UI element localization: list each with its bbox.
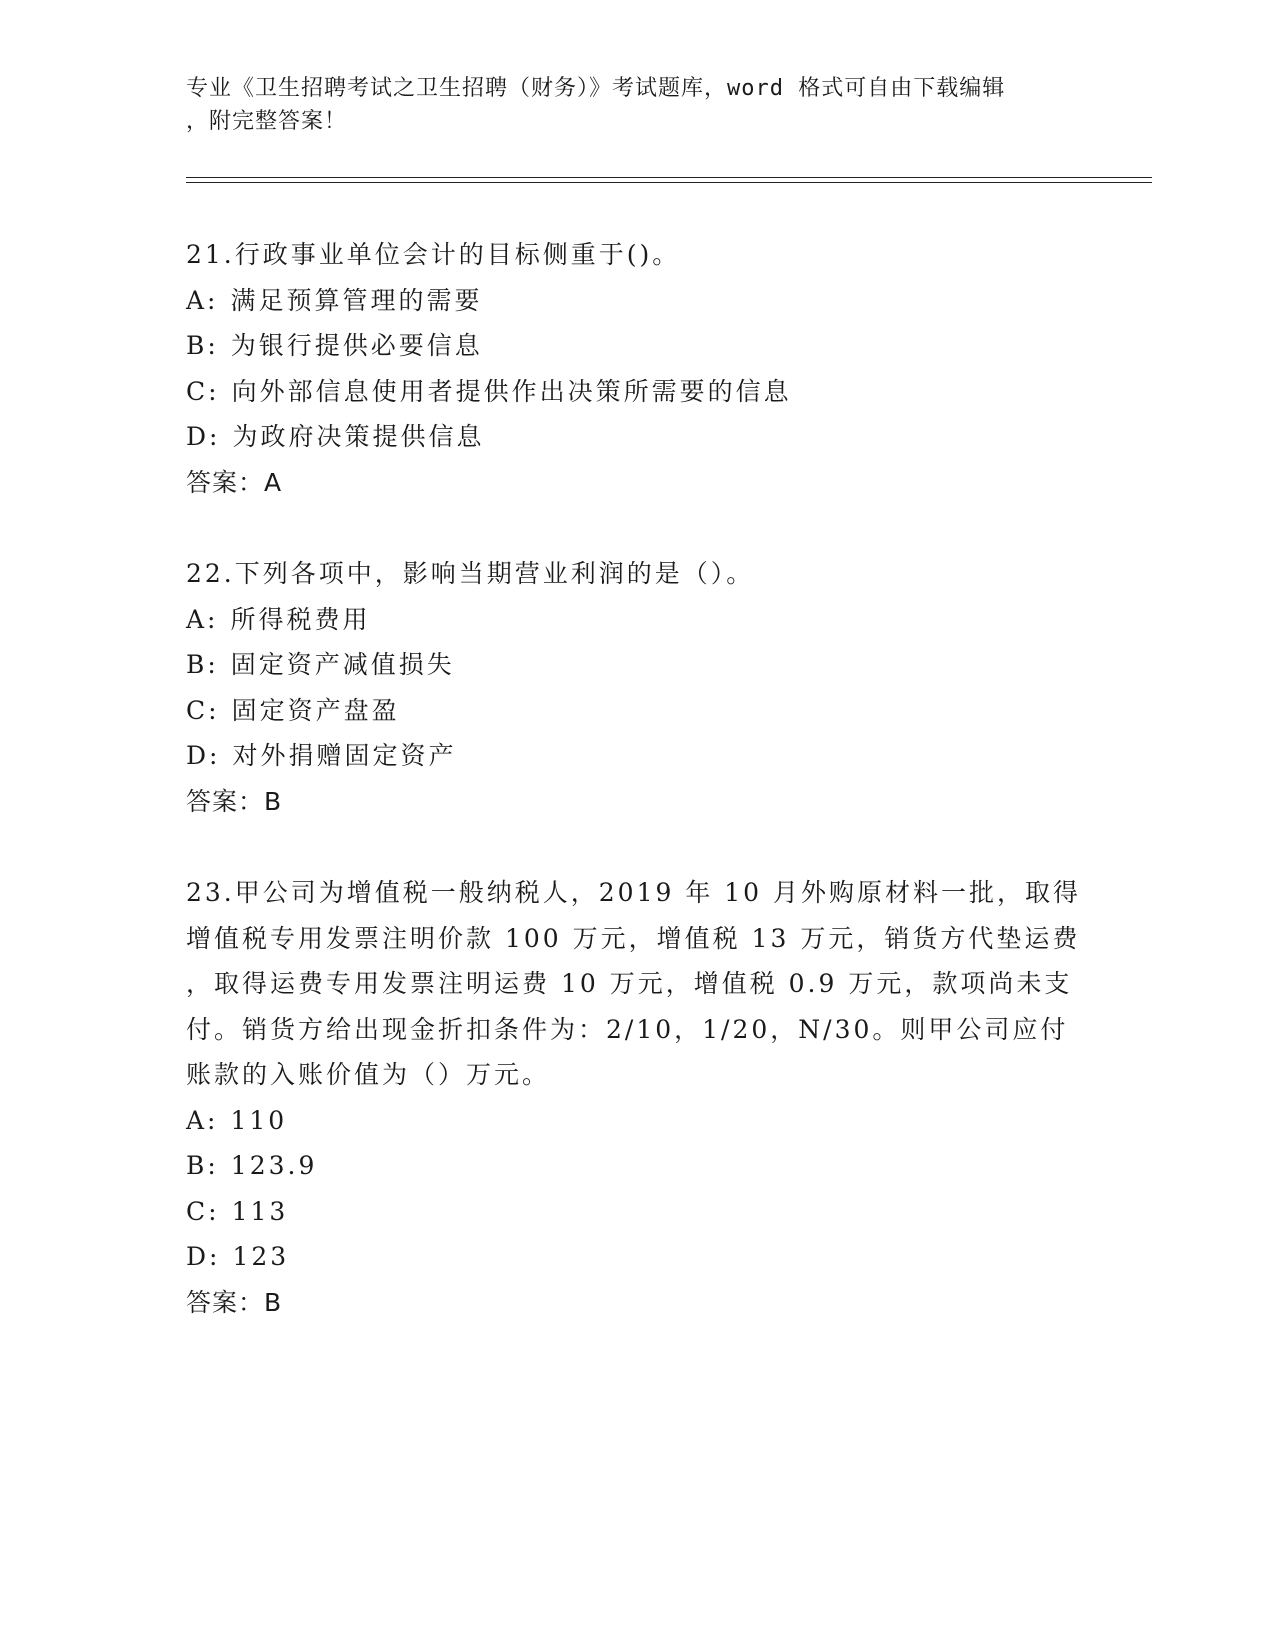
option-a (186, 278, 1076, 324)
option-text: 对外捐赠固定资产 (232, 741, 457, 770)
option-text: 123.9 (230, 1151, 318, 1180)
answer-line (186, 779, 1076, 825)
option-letter: A: (186, 1105, 219, 1135)
option-letter: D: (186, 1242, 221, 1271)
option-d (186, 1234, 1076, 1280)
answer-value: B (264, 1287, 283, 1317)
option-c (186, 1189, 1076, 1235)
option-letter: B: (186, 650, 219, 679)
option-letter: A: (186, 604, 219, 634)
option-c (186, 369, 1076, 415)
answer-line (186, 460, 1076, 506)
question-stem-line: 账款的入账价值为（）万元。 (186, 1060, 551, 1089)
answer-label: 答案： (186, 467, 265, 497)
option-d (186, 733, 1076, 779)
option-text: 为银行提供必要信息 (230, 331, 483, 360)
header-line-1: 专业《卫生招聘考试之卫生招聘（财务）》考试题库，word 格式可自由下载编辑 (186, 76, 1006, 101)
answer-line (186, 1280, 1076, 1326)
question-stem-line: 增值税专用发票注明价款 100 万元，增值税 13 万元，销货方代垫运费 (186, 923, 1081, 953)
option-a (186, 597, 1076, 643)
option-letter: C: (186, 376, 220, 406)
option-letter: C: (186, 1196, 220, 1226)
option-text: 满足预算管理的需要 (230, 285, 483, 315)
option-text: 113 (231, 1196, 289, 1226)
option-text: 向外部信息使用者提供作出决策所需要的信息 (231, 376, 792, 406)
option-text: 123 (232, 1242, 290, 1271)
header-line-2: ，附完整答案！ (186, 109, 348, 134)
option-text: 固定资产盘盈 (231, 695, 400, 725)
option-text: 所得税费用 (230, 604, 371, 634)
question-stem-line: 23.甲公司为增值税一般纳税人，2019 年 10 月外购原材料一批，取得 (186, 878, 1082, 907)
answer-value: A (264, 467, 283, 497)
answer-label: 答案： (186, 1287, 265, 1317)
option-b (186, 323, 1076, 369)
option-letter: B: (186, 331, 219, 360)
question-21 (186, 232, 1076, 505)
option-a (186, 1098, 1076, 1144)
option-b (186, 642, 1076, 688)
question-stem-line: 付。销货方给出现金折扣条件为：2/10，1/20，N/30。则甲公司应付 (186, 1014, 1069, 1044)
option-letter: D: (186, 422, 221, 451)
document-header (186, 72, 1066, 138)
header-divider-top (186, 177, 1152, 178)
answer-value: B (264, 786, 283, 816)
question-stem: 21.行政事业单位会计的目标侧重于()。 (186, 240, 681, 269)
option-d (186, 414, 1076, 460)
header-divider-bottom (186, 182, 1152, 183)
question-23 (186, 870, 1082, 1325)
question-stem: 22.下列各项中，影响当期营业利润的是（）。 (186, 559, 755, 588)
option-text: 为政府决策提供信息 (232, 422, 485, 451)
option-c (186, 688, 1076, 734)
option-letter: B: (186, 1151, 219, 1180)
option-text: 固定资产减值损失 (230, 650, 455, 679)
question-stem-line: ，取得运费专用发票注明运费 10 万元，增值税 0.9 万元，款项尚未支 (186, 969, 1073, 998)
option-letter: D: (186, 741, 221, 770)
answer-label: 答案： (186, 786, 265, 816)
option-letter: C: (186, 695, 220, 725)
option-text: 110 (230, 1105, 288, 1135)
option-letter: A: (186, 285, 219, 315)
option-b (186, 1143, 1076, 1189)
question-22 (186, 551, 1076, 824)
